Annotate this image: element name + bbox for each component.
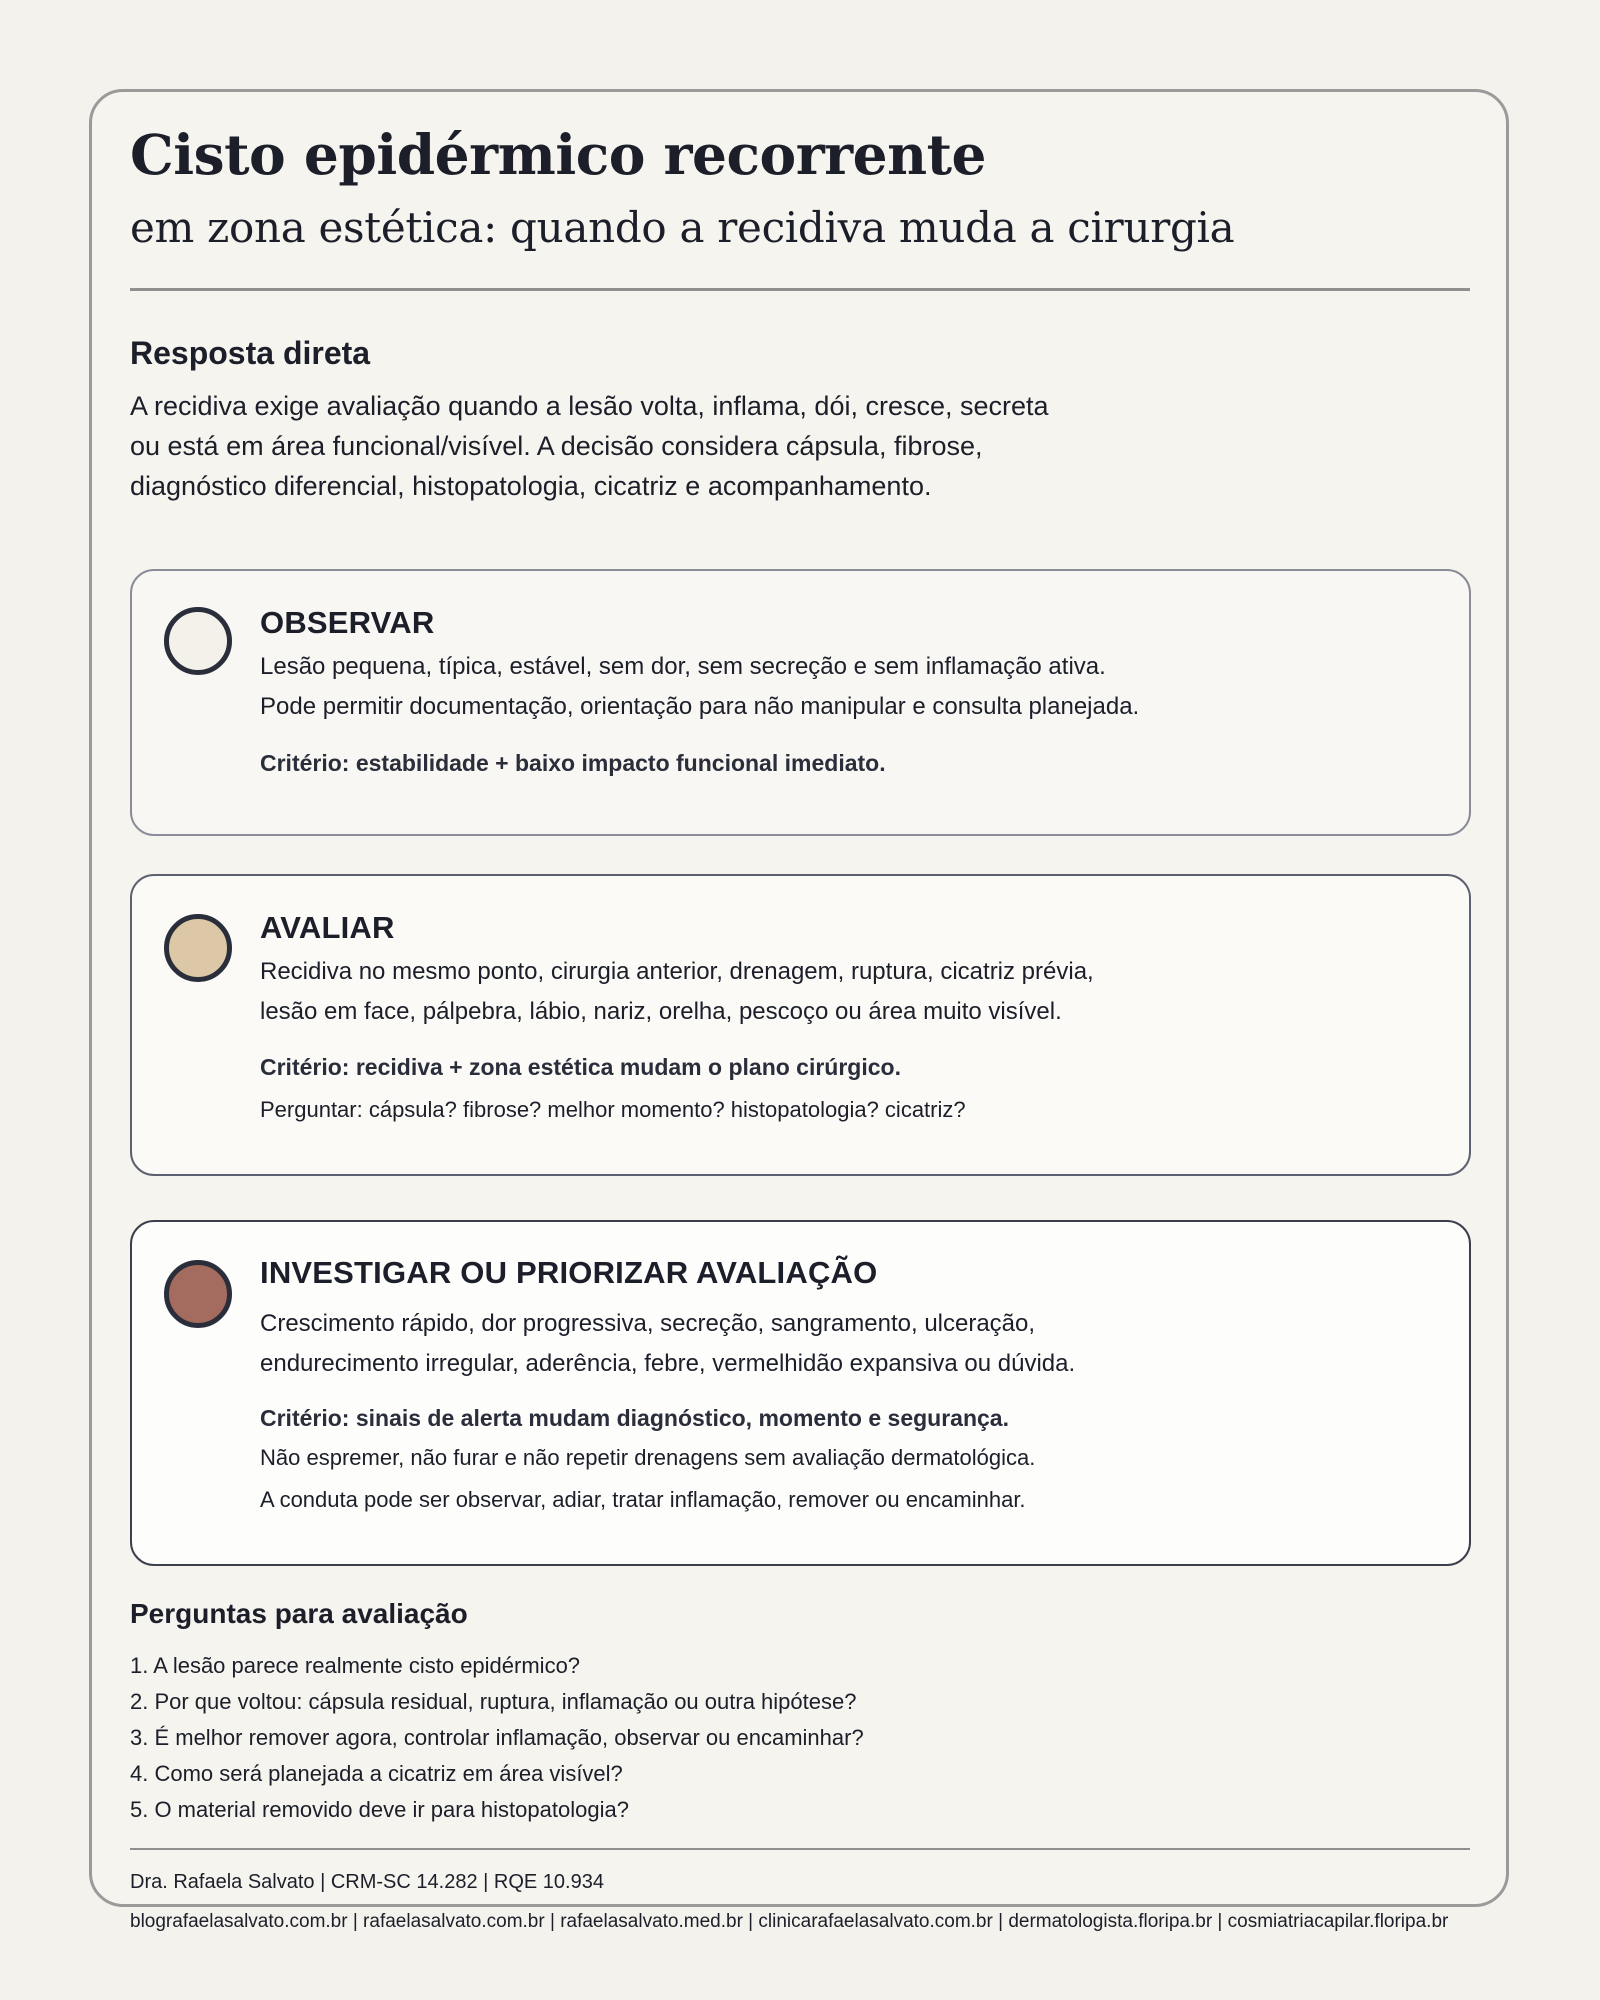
level-description [260,1304,1075,1384]
level-title: AVALIAR [260,910,395,945]
status-circle-icon [164,1260,232,1328]
level-note: A conduta pode ser observar, adiar, tratar inflamação, remover ou encaminhar. [260,1487,1026,1512]
status-circle-icon [164,607,232,675]
answer-line: diagnóstico diferencial, histopatologia, cicatriz e acompanhamento. [130,471,932,501]
level-description [260,647,1139,727]
list-item: 2. Por que voltou: cápsula residual, ruptura, inflamação ou outra hipótese? [130,1689,857,1714]
page-title: Cisto epidérmico recorrente [130,122,987,187]
list-item: 5. O material removido deve ir para histopatologia? [130,1797,629,1822]
level-card-evaluate [130,874,1471,1176]
level-line: Crescimento rápido, dor progressiva, secreção, sangramento, ulceração, [260,1310,1036,1337]
level-line: Lesão pequena, típica, estável, sem dor, sem secreção e sem inflamação ativa. [260,653,1106,680]
level-line: Recidiva no mesmo ponto, cirurgia anterior, drenagem, ruptura, cicatriz prévia, [260,958,1094,985]
level-notes [260,1089,966,1131]
footer-divider [130,1848,1470,1850]
list-item: 4. Como será planejada a cicatriz em área visível? [130,1761,623,1786]
list-item: 3. É melhor remover agora, controlar inflamação, observar ou encaminhar? [130,1725,864,1750]
questions-heading: Perguntas para avaliação [130,1598,468,1629]
level-criterion: Critério: estabilidade + baixo impacto funcional imediato. [260,750,886,776]
level-title: INVESTIGAR OU PRIORIZAR AVALIAÇÃO [260,1255,878,1290]
header-divider [130,288,1470,291]
website-list: blografaelasalvato.com.br | rafaelasalvato.com.br | rafaelasalvato.med.br | clinicarafaelasalvato.com.br | dermatologista.floripa.br | cosmiatriacapilar.floripa.br [130,1911,1449,1932]
level-line: lesão em face, pálpebra, lábio, nariz, orelha, pescoço ou área muito visível. [260,998,1062,1025]
level-card-observe [130,569,1471,836]
level-note: Não espremer, não furar e não repetir drenagens sem avaliação dermatológica. [260,1445,1036,1470]
level-notes [260,1437,1035,1521]
questions-list [130,1648,864,1828]
page-subtitle: em zona estética: quando a recidiva muda a cirurgia [130,203,1235,252]
list-item: 1. A lesão parece realmente cisto epidérmico? [130,1653,581,1678]
level-line: Pode permitir documentação, orientação para não manipular e consulta planejada. [260,693,1140,720]
answer-paragraph [130,386,1049,506]
author-credentials: Dra. Rafaela Salvato | CRM-SC 14.282 | RQE 10.934 [130,1871,604,1893]
answer-heading: Resposta direta [130,335,371,371]
level-line: endurecimento irregular, aderência, febre, vermelhidão expansiva ou dúvida. [260,1350,1076,1377]
answer-line: A recidiva exige avaliação quando a lesão volta, inflama, dói, cresce, secreta [130,391,1049,421]
level-note: Perguntar: cápsula? fibrose? melhor momento? histopatologia? cicatriz? [260,1097,966,1122]
level-title: OBSERVAR [260,605,435,640]
level-criterion: Critério: recidiva + zona estética mudam o plano cirúrgico. [260,1054,901,1080]
status-circle-icon [164,914,232,982]
answer-line: ou está em área funcional/visível. A decisão considera cápsula, fibrose, [130,431,983,461]
level-criterion: Critério: sinais de alerta mudam diagnóstico, momento e segurança. [260,1405,1009,1431]
level-card-investigate [130,1220,1471,1566]
level-description [260,952,1094,1032]
